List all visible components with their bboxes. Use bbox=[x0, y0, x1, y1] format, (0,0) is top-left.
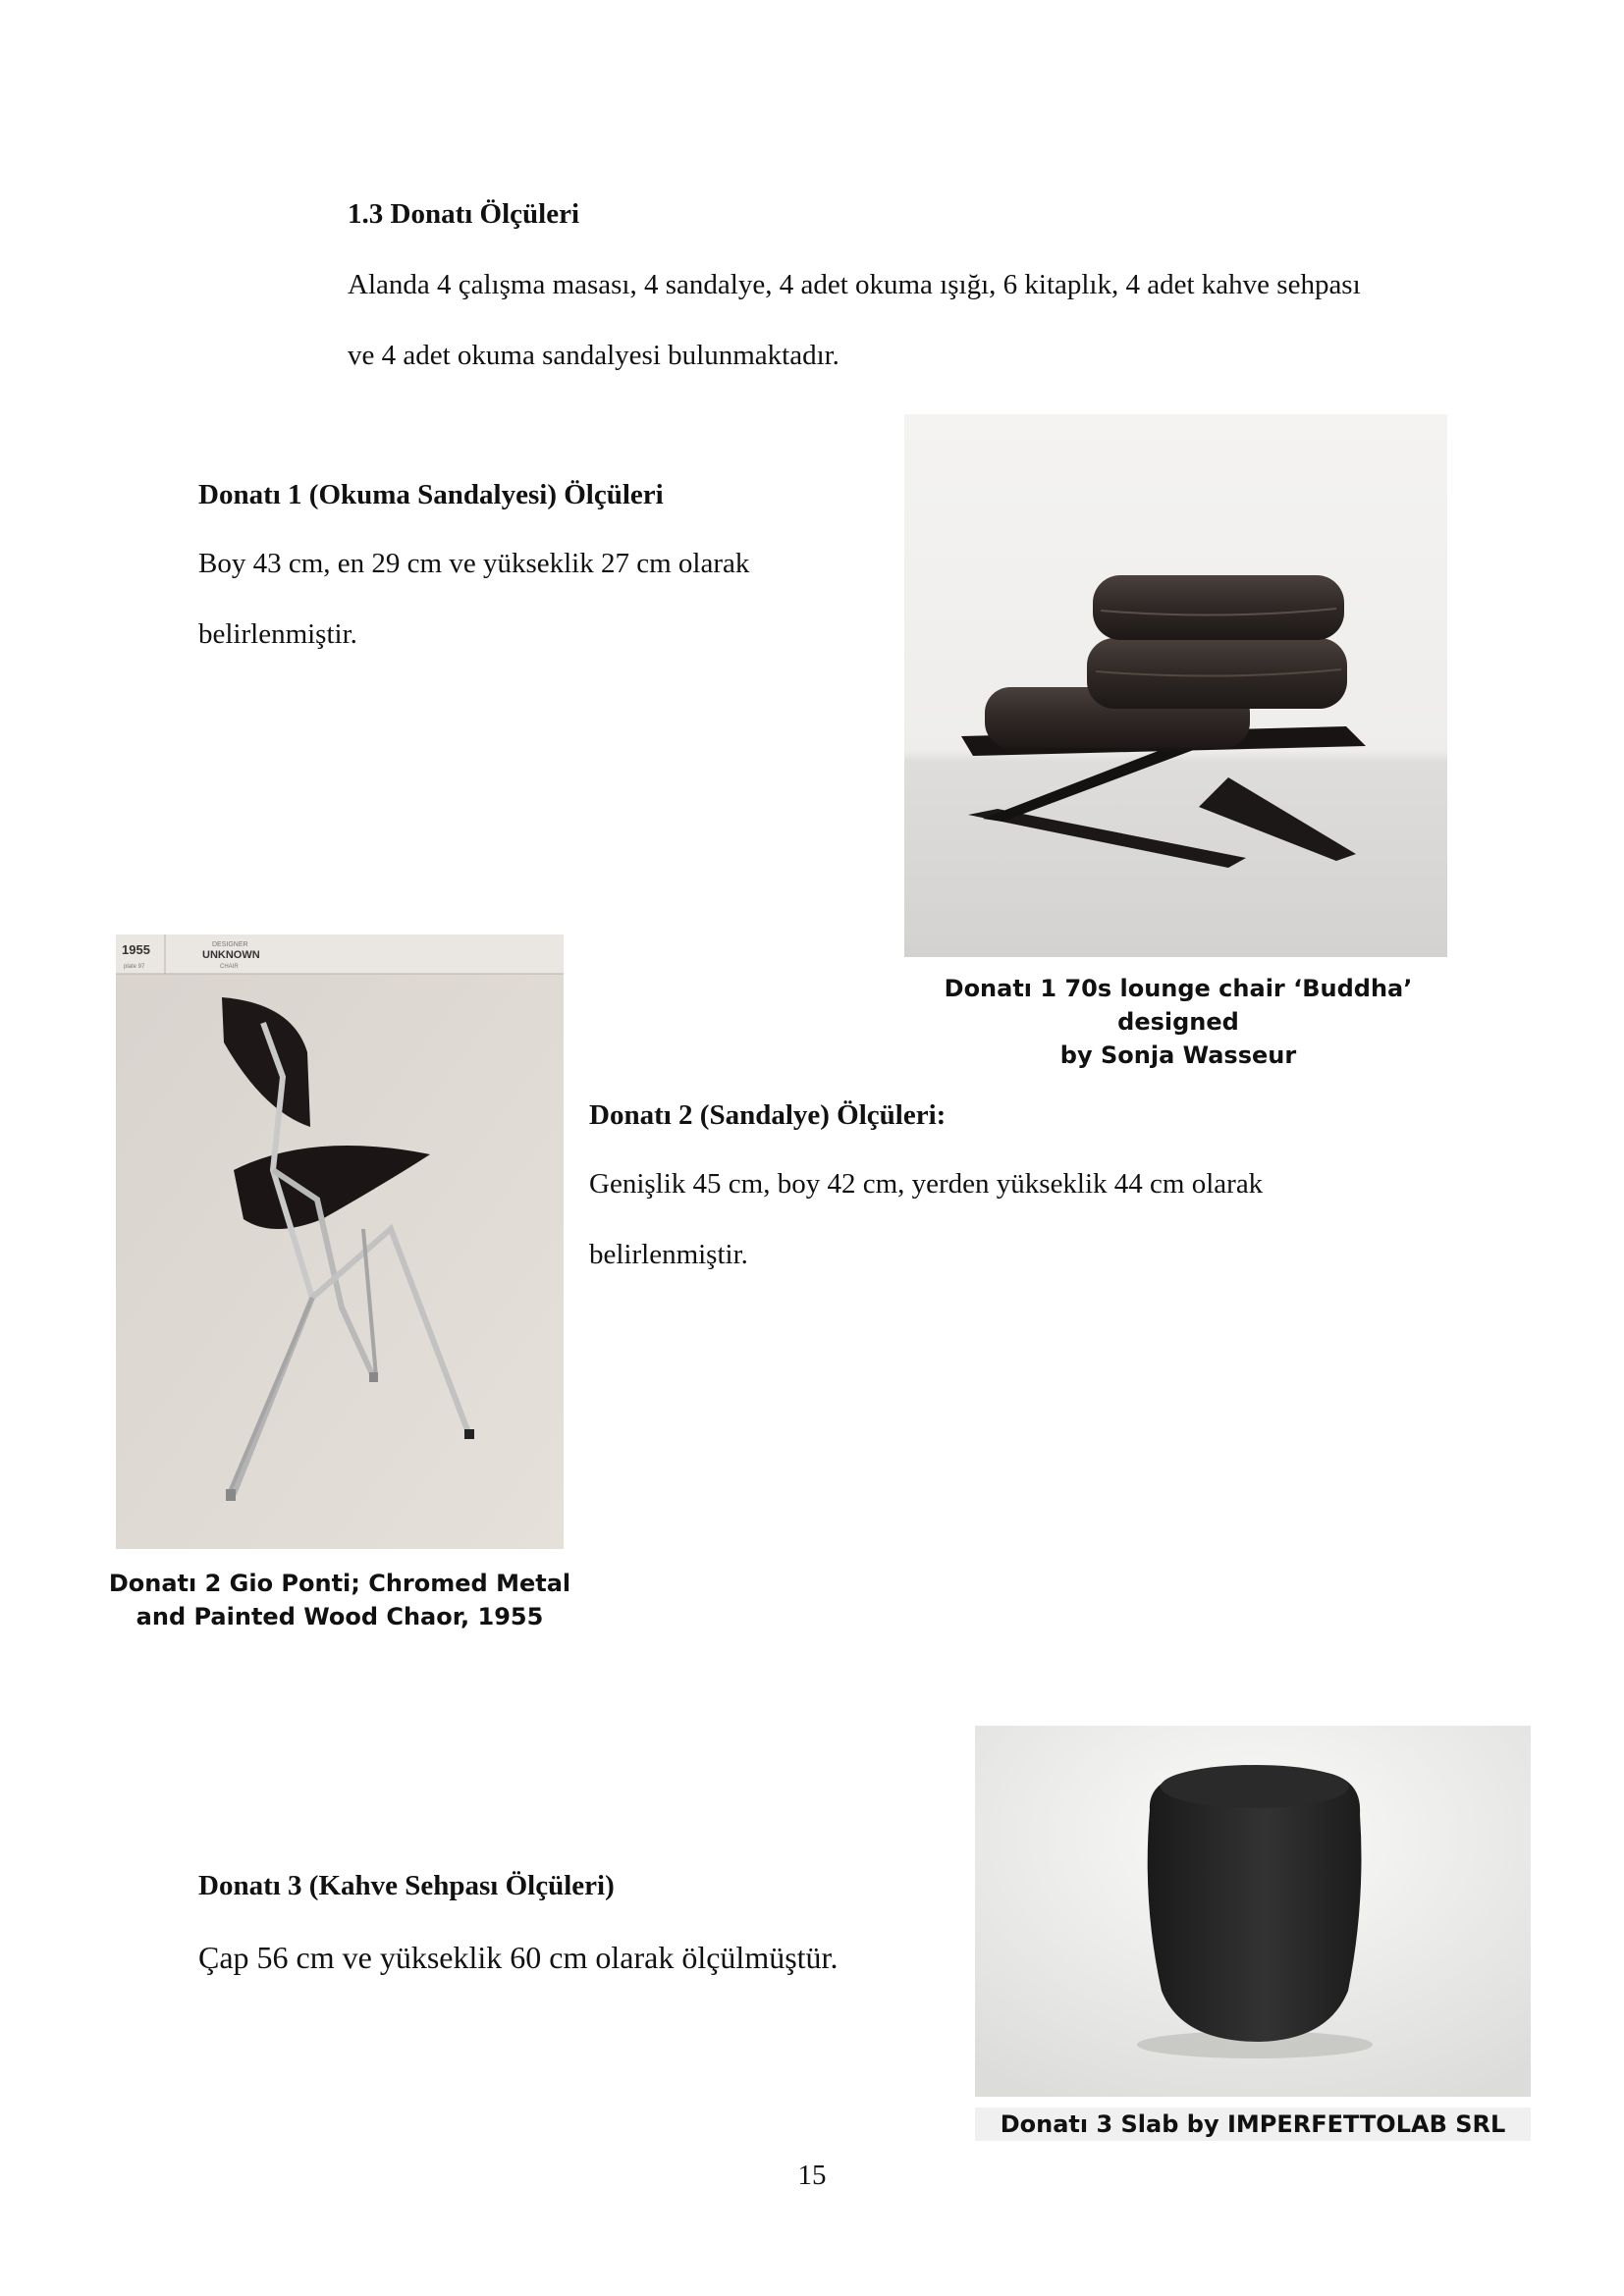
page-number: 15 bbox=[797, 2160, 827, 2191]
chair-photo bbox=[116, 934, 564, 1549]
plate-type: CHAIR bbox=[220, 964, 239, 970]
section-heading: 1.3 Donatı Ölçüleri bbox=[348, 198, 580, 230]
item2-line-1: Genişlik 45 cm, boy 42 cm, yerden yükseklik 44 cm olarak bbox=[589, 1168, 1264, 1200]
item1-caption-line-1: Donatı 1 70s lounge chair ‘Buddha’ designed bbox=[944, 975, 1413, 1036]
plate-number: plate 97 bbox=[124, 964, 145, 970]
item1-line-1: Boy 43 cm, en 29 cm ve yükseklik 27 cm olarak bbox=[198, 548, 750, 579]
plate-year: 1955 bbox=[122, 942, 150, 957]
plate-designer-caption: DESIGNER bbox=[212, 941, 248, 948]
intro-line-2: ve 4 adet okuma sandalyesi bulunmaktadır. bbox=[348, 340, 839, 371]
item2-heading: Donatı 2 (Sandalye) Ölçüleri: bbox=[589, 1099, 947, 1131]
item1-line-2: belirlenmiştir. bbox=[198, 618, 357, 650]
item1-heading: Donatı 1 (Okuma Sandalyesi) Ölçüleri bbox=[198, 479, 664, 510]
stool-photo bbox=[975, 1726, 1531, 2097]
item1-caption-line-2: by Sonja Wasseur bbox=[1059, 1041, 1297, 1069]
item2-line-2: belirlenmiştir. bbox=[589, 1239, 748, 1270]
item2-caption-line-1: Donatı 2 Gio Ponti; Chromed Metal bbox=[108, 1570, 571, 1597]
item2-caption bbox=[94, 1567, 585, 1633]
item3-caption: Donatı 3 Slab by IMPERFETTOLAB SRL bbox=[975, 2108, 1531, 2141]
lounge-chair-photo bbox=[904, 414, 1447, 957]
item3-heading: Donatı 3 (Kahve Sehpası Ölçüleri) bbox=[198, 1870, 615, 1901]
item2-caption-line-2: and Painted Wood Chaor, 1955 bbox=[135, 1603, 544, 1630]
plate-designer: UNKNOWN bbox=[202, 949, 260, 961]
item1-caption bbox=[884, 972, 1473, 1072]
intro-line-1: Alanda 4 çalışma masası, 4 sandalye, 4 adet okuma ışığı, 6 kitaplık, 4 adet kahve sehpası bbox=[348, 269, 1361, 300]
item3-line-1: Çap 56 cm ve yükseklik 60 cm olarak ölçülmüştür. bbox=[198, 1940, 839, 1975]
